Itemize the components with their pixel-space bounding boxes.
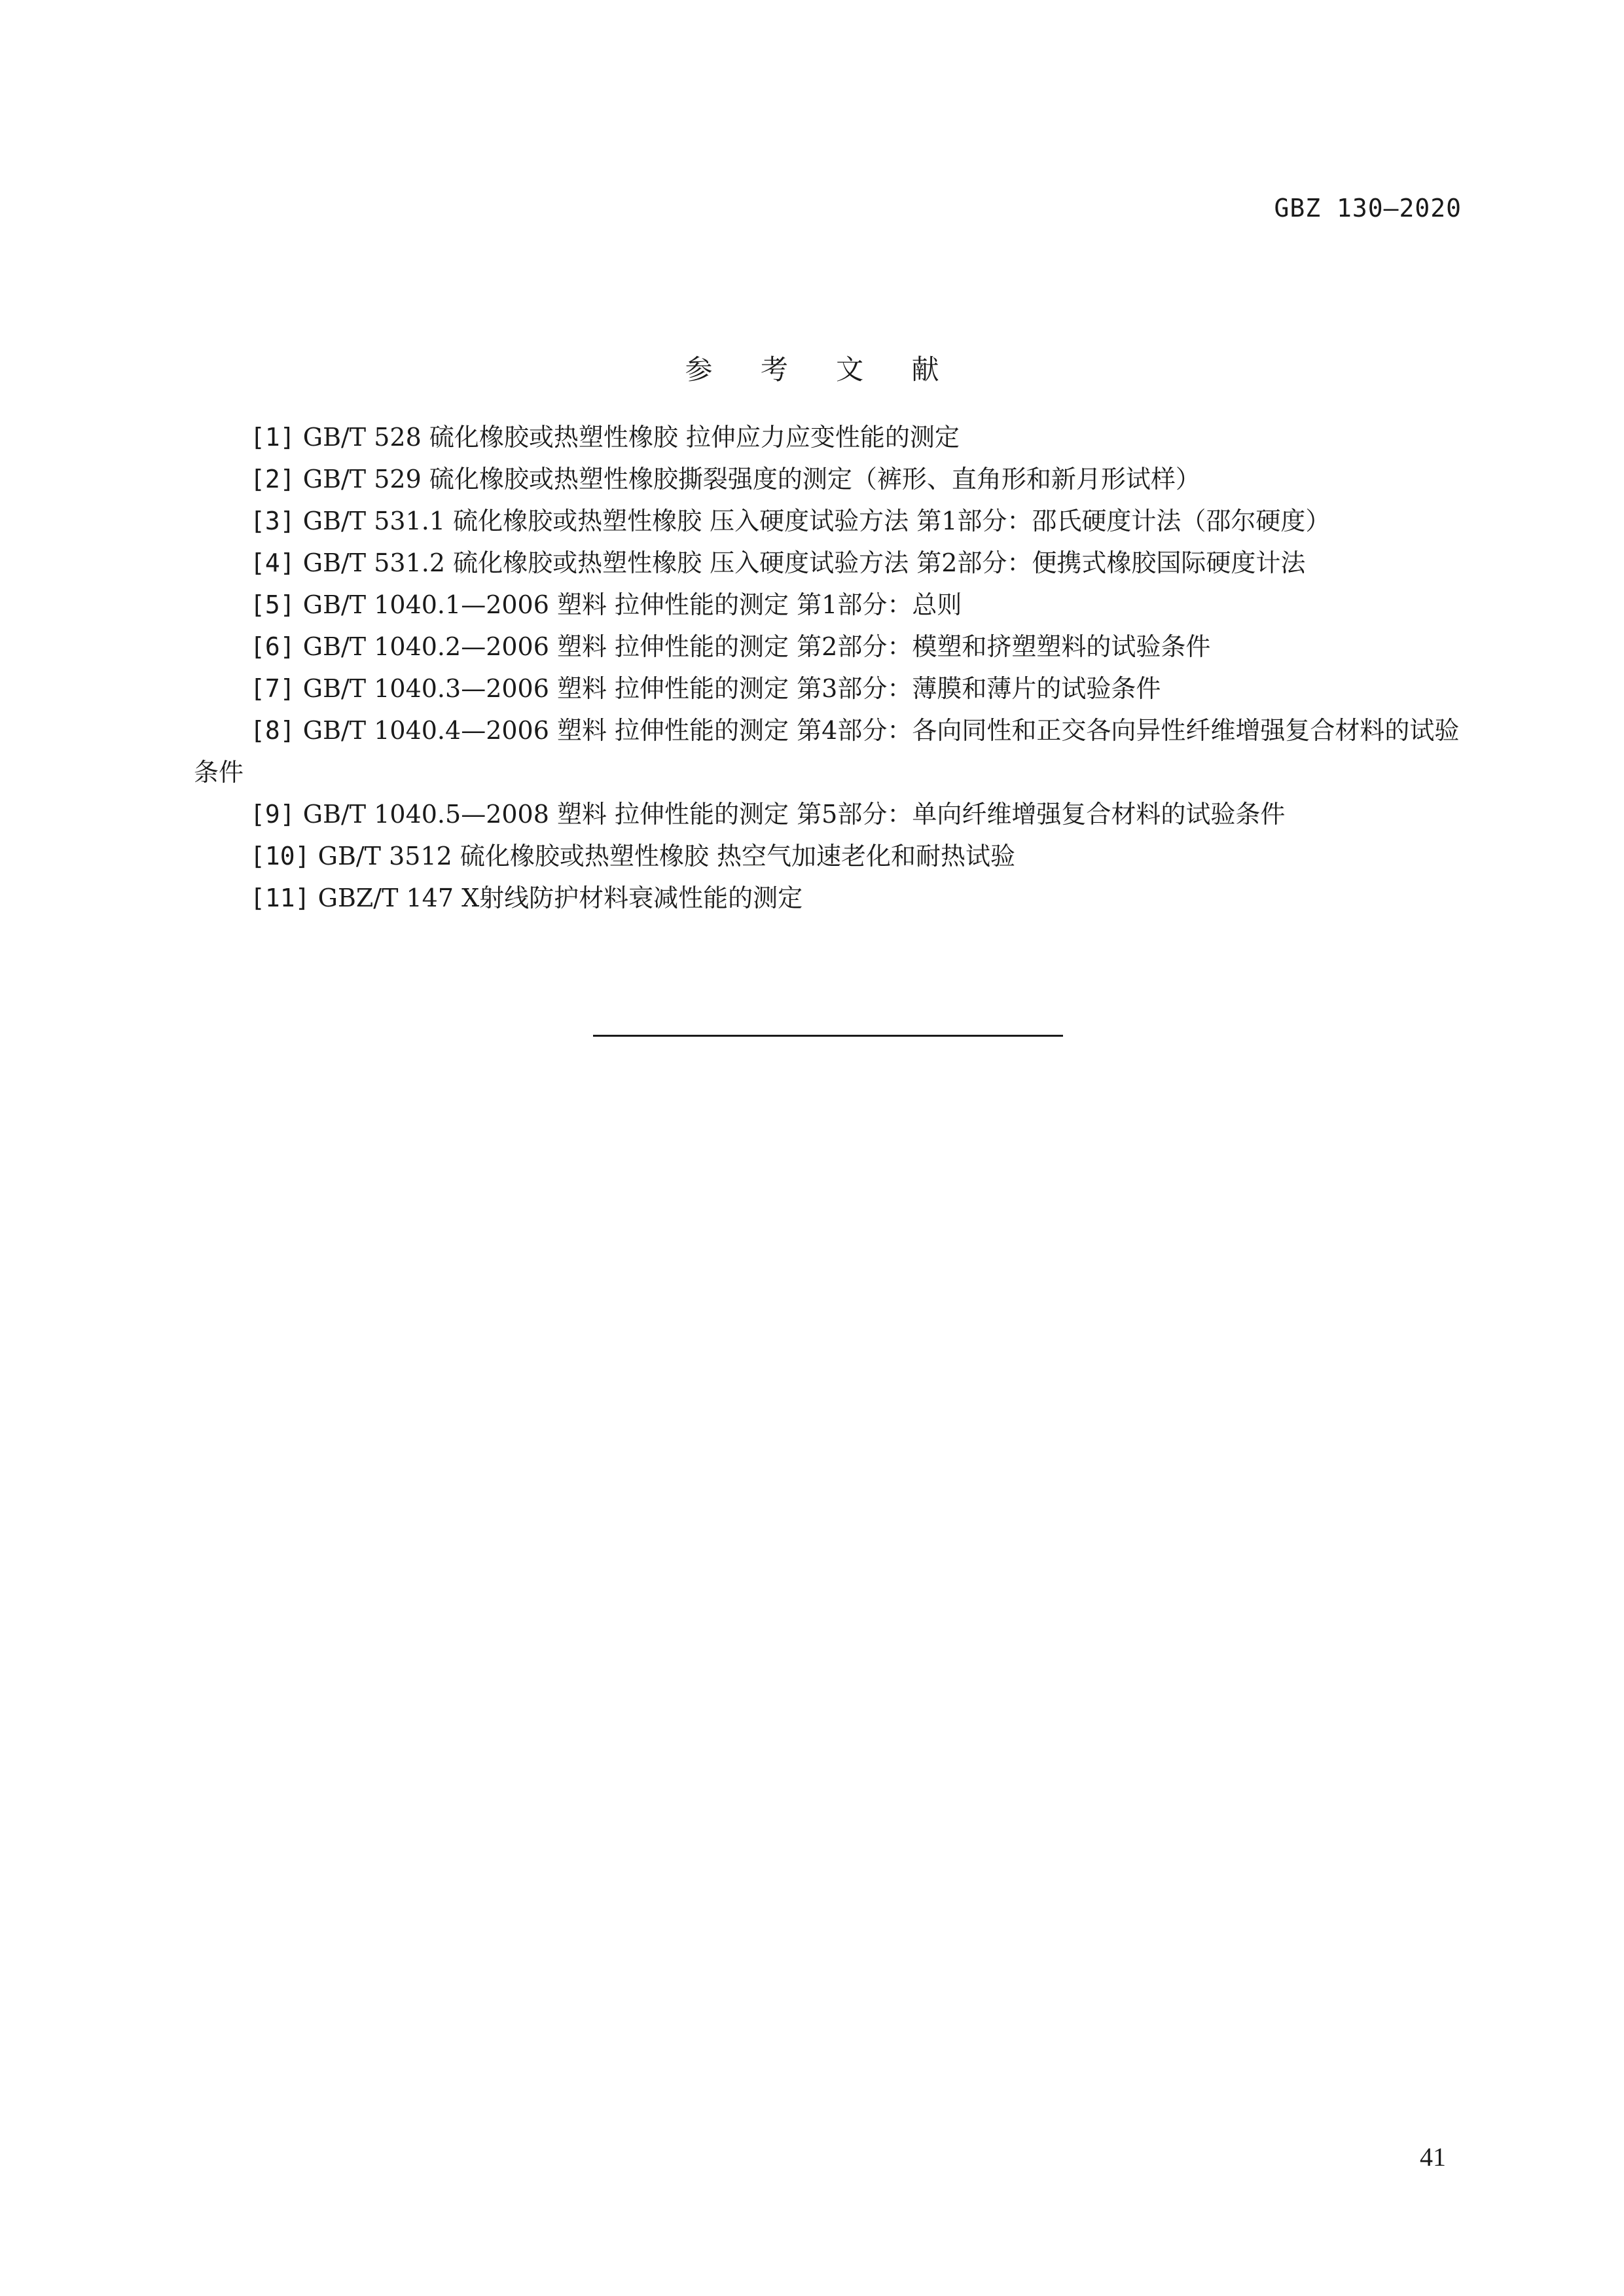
reference-item-3 xyxy=(194,500,1467,542)
reference-item-5 xyxy=(194,584,1467,626)
reference-number: [3] xyxy=(250,507,295,535)
reference-list xyxy=(194,416,1467,919)
reference-item-10 xyxy=(194,835,1467,877)
reference-number: [9] xyxy=(250,800,295,829)
reference-text: GBZ/T 147 X射线防护材料衰减性能的测定 xyxy=(310,884,803,912)
end-of-document-rule xyxy=(593,1035,1063,1037)
reference-item-6 xyxy=(194,626,1467,668)
reference-text: GB/T 531.1 硫化橡胶或热塑性橡胶 压入硬度试验方法 第1部分：邵氏硬度计法（邵尔硬度） xyxy=(295,507,1331,535)
reference-number: [2] xyxy=(250,465,295,493)
reference-item-7 xyxy=(194,668,1467,709)
page-number: 41 xyxy=(1420,2142,1446,2172)
reference-number: [11] xyxy=(250,884,310,912)
reference-text: GB/T 1040.2—2006 塑料 拉伸性能的测定 第2部分：模塑和挤塑塑料的试验条件 xyxy=(295,632,1211,661)
reference-number: [7] xyxy=(250,674,295,703)
reference-number: [5] xyxy=(250,590,295,619)
reference-text: GB/T 1040.3—2006 塑料 拉伸性能的测定 第3部分：薄膜和薄片的试验条件 xyxy=(295,674,1161,703)
references-section-title: 参 考 文 献 xyxy=(685,353,959,386)
reference-number: [4] xyxy=(250,548,295,577)
reference-item-1 xyxy=(194,416,1467,458)
reference-number: [6] xyxy=(250,632,295,661)
reference-item-2 xyxy=(194,458,1467,500)
reference-number: [8] xyxy=(250,716,295,745)
reference-text: GB/T 1040.4—2006 塑料 拉伸性能的测定 第4部分：各向同性和正交各向异性纤维增强复合材料的试验条件 xyxy=(194,716,1460,787)
reference-number: [1] xyxy=(250,423,295,452)
reference-number: [10] xyxy=(250,842,310,870)
standard-code-header: GBZ 130—2020 xyxy=(1274,194,1462,223)
reference-item-4 xyxy=(194,542,1467,584)
reference-text: GB/T 1040.5—2008 塑料 拉伸性能的测定 第5部分：单向纤维增强复合材料的试验条件 xyxy=(295,800,1286,829)
reference-text: GB/T 1040.1—2006 塑料 拉伸性能的测定 第1部分：总则 xyxy=(295,590,962,619)
reference-text: GB/T 3512 硫化橡胶或热塑性橡胶 热空气加速老化和耐热试验 xyxy=(310,842,1015,870)
reference-text: GB/T 529 硫化橡胶或热塑性橡胶撕裂强度的测定（裤形、直角形和新月形试样） xyxy=(295,465,1200,493)
reference-text: GB/T 531.2 硫化橡胶或热塑性橡胶 压入硬度试验方法 第2部分：便携式橡胶国际硬度计法 xyxy=(295,548,1306,577)
reference-text: GB/T 528 硫化橡胶或热塑性橡胶 拉伸应力应变性能的测定 xyxy=(295,423,960,452)
reference-item-9 xyxy=(194,793,1467,835)
reference-item-8 xyxy=(194,709,1467,793)
reference-item-11 xyxy=(194,877,1467,919)
